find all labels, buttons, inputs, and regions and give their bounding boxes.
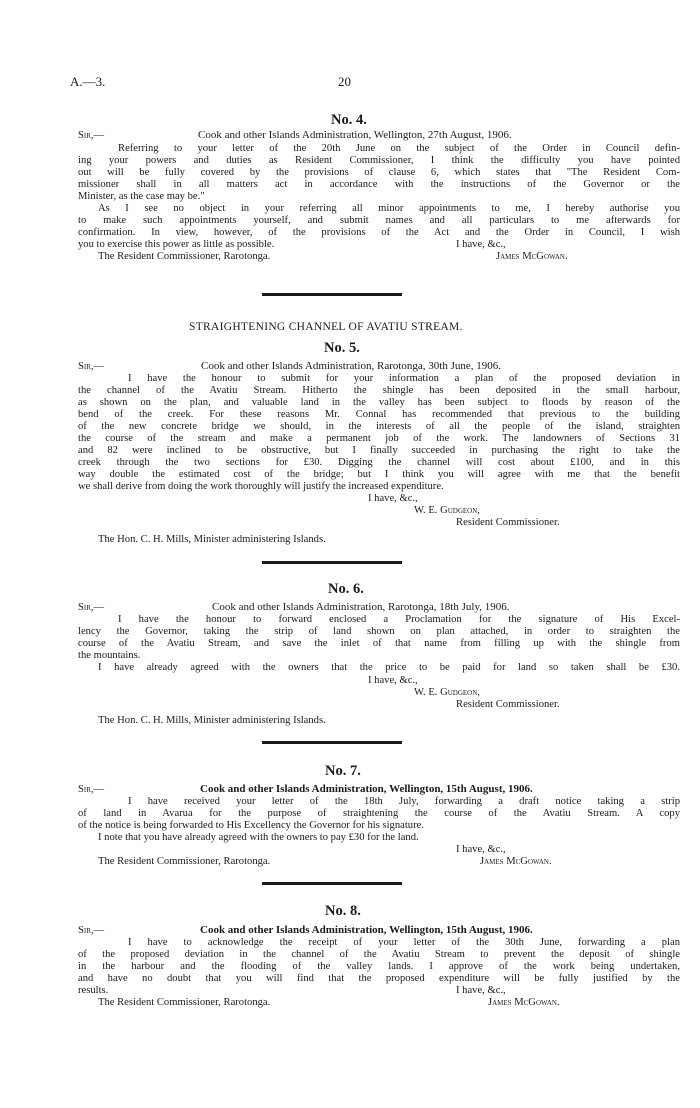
body-line: and 82 were inclined to be obstructive, but I finally succeeded in purchasing the right to take the bbox=[78, 445, 680, 456]
body-line: of land in Avarua for the purpose of straightening the course of the Avatiu Stream. A copy bbox=[78, 808, 680, 819]
letter-heading: No. 8. bbox=[325, 903, 361, 919]
body-line: and have no doubt that you will find that the proposed expenditure will be fully justified by the bbox=[78, 973, 680, 984]
signature: James McGowan. bbox=[480, 856, 552, 867]
dateline: Cook and other Islands Administration, Wellington, 15th August, 1906. bbox=[200, 924, 533, 936]
signature: W. E. Gudgeon, bbox=[414, 687, 480, 698]
body-line: confirmation. In view, however, of the provisions of the Act and the Order in Council, I wish bbox=[78, 227, 680, 238]
section-divider bbox=[262, 882, 402, 885]
body-line: ing your powers and duties as Resident Commissioner, I think the difficulty you have pointed bbox=[78, 155, 680, 166]
body-line: you to exercise this power as little as possible. bbox=[78, 239, 275, 250]
letter-heading: No. 4. bbox=[331, 112, 367, 128]
body-line: I note that you have already agreed with the owners to pay £30 for the land. bbox=[98, 832, 419, 843]
signature: James McGowan. bbox=[488, 997, 560, 1008]
signature: W. E. Gudgeon, bbox=[414, 505, 480, 516]
dateline: Cook and other Islands Administration, Rarotonga, 18th July, 1906. bbox=[212, 601, 510, 613]
body-line: missioner shall in all matters act in accordance with the instructions of the Governor or the bbox=[78, 179, 680, 190]
section-divider bbox=[262, 561, 402, 564]
salutation: Sir,— bbox=[78, 361, 105, 372]
body-line: lency the Governor, taking the strip of land shown on plan attached, in order to straighten the bbox=[78, 626, 680, 637]
body-line: the channel of the Avatiu Stream. Hitherto the shingle has been deposited in the small harbour, bbox=[78, 385, 680, 396]
closing: I have, &c., bbox=[368, 493, 418, 504]
salutation: Sir,— bbox=[78, 130, 105, 141]
addressee: The Hon. C. H. Mills, Minister administering Islands. bbox=[98, 534, 326, 545]
body-line: of the proposed deviation in the channel of the Avatiu Stream to prevent the deposit of shingle bbox=[78, 949, 680, 960]
closing: I have, &c., bbox=[456, 985, 506, 996]
body-line: to make such appointments yourself, and submit names and all particulars to me afterwards for bbox=[78, 215, 680, 226]
letter-heading: No. 5. bbox=[324, 340, 360, 356]
page-number: 20 bbox=[338, 74, 351, 89]
closing: I have, &c., bbox=[368, 675, 418, 686]
body-line: way double the estimated cost of the bridge; but I think you will agree with me that the benefit bbox=[78, 469, 680, 480]
salutation: Sir,— bbox=[78, 784, 105, 795]
body-line: out will be fully covered by the provisions of clause 6, which states that "The Resident Com- bbox=[78, 167, 680, 178]
document-reference: A.—3. bbox=[70, 74, 106, 89]
closing: I have, &c., bbox=[456, 844, 506, 855]
body-line: I have the honour to submit for your information a plan of the proposed deviation in bbox=[128, 373, 680, 384]
section-title: STRAIGHTENING CHANNEL OF AVATIU STREAM. bbox=[189, 321, 463, 333]
body-line: Referring to your letter of the 20th June on the subject of the Order in Council defin- bbox=[118, 143, 680, 154]
signature: James McGowan. bbox=[496, 251, 568, 262]
body-line: of the new concrete bridge we should, in the interests of all the people of the island, straighten bbox=[78, 421, 680, 432]
signature-title: Resident Commissioner. bbox=[456, 517, 560, 528]
body-line: I have to acknowledge the receipt of your letter of the 30th June, forwarding a plan bbox=[128, 937, 680, 948]
signature-title: Resident Commissioner. bbox=[456, 699, 560, 710]
body-line: as shown on the plan, and valuable land in the valley has been subject to floods by reason of the bbox=[78, 397, 680, 408]
body-line: in the harbour and the flooding of the valley lands. I approve of the work being undertaken, bbox=[78, 961, 680, 972]
body-line: course of the Avatiu Stream, and save the inlet of that name from filling up with the shingle from bbox=[78, 638, 680, 649]
section-divider bbox=[262, 293, 402, 296]
body-line: the mountains. bbox=[78, 650, 141, 661]
letter-heading: No. 7. bbox=[325, 763, 361, 779]
body-line: we shall derive from doing the work thoroughly will justify the increased expenditure. bbox=[78, 481, 444, 492]
dateline: Cook and other Islands Administration, Wellington, 27th August, 1906. bbox=[198, 129, 512, 141]
letter-heading: No. 6. bbox=[328, 581, 364, 597]
body-line: of the notice is being forwarded to His Excellency the Governor for his signature. bbox=[78, 820, 424, 831]
body-line: I have received your letter of the 18th July, forwarding a draft notice taking a strip bbox=[128, 796, 680, 807]
addressee: The Resident Commissioner, Rarotonga. bbox=[98, 856, 271, 867]
body-line: creek through the two sections for £30. Digging the channel will cost about £100, and in this bbox=[78, 457, 680, 468]
dateline: Cook and other Islands Administration, Rarotonga, 30th June, 1906. bbox=[201, 360, 502, 372]
body-line: results. bbox=[78, 985, 109, 996]
body-line: Minister, as the case may be." bbox=[78, 191, 205, 202]
body-line: I have already agreed with the owners that the price to be paid for land so taken shall be £30. bbox=[98, 662, 680, 673]
section-divider bbox=[262, 741, 402, 744]
addressee: The Resident Commissioner, Rarotonga. bbox=[98, 251, 271, 262]
addressee: The Hon. C. H. Mills, Minister administering Islands. bbox=[98, 715, 326, 726]
addressee: The Resident Commissioner, Rarotonga. bbox=[98, 997, 271, 1008]
body-line: the course of the stream and make a permanent job of the work. The landowners of Sections 31 bbox=[78, 433, 680, 444]
salutation: Sir,— bbox=[78, 925, 105, 936]
body-line: As I see no object in your referring all minor appointments to me, I hereby authorise you bbox=[98, 203, 680, 214]
body-line: bend of the creek. For these reasons Mr. Connal has recommended that previous to the building bbox=[78, 409, 680, 420]
salutation: Sir,— bbox=[78, 602, 105, 613]
body-line: I have the honour to forward enclosed a Proclamation for the signature of His Excel- bbox=[118, 614, 680, 625]
dateline: Cook and other Islands Administration, Wellington, 15th August, 1906. bbox=[200, 783, 533, 795]
closing: I have, &c., bbox=[456, 239, 506, 250]
